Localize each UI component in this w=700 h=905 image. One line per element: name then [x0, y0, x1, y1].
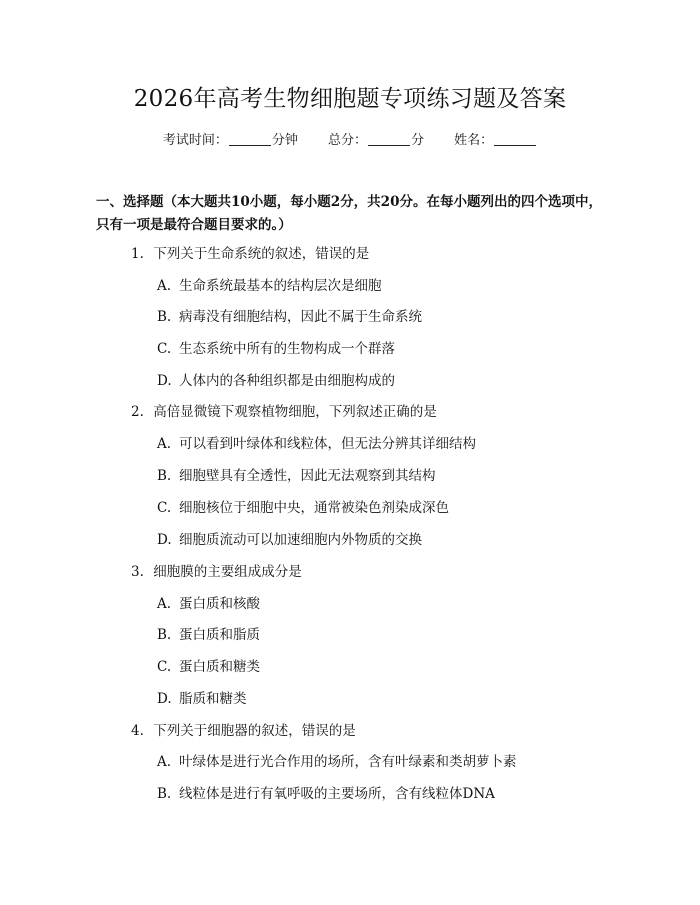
exam-time-unit: 分钟 — [271, 133, 298, 148]
option-text: 蛋白质和糖类 — [179, 659, 260, 675]
option-text: 蛋白质和核酸 — [179, 596, 260, 612]
question-number: 1. — [131, 246, 144, 262]
option-letter: C. — [157, 341, 172, 357]
option-text: 可以看到叶绿体和线粒体，但无法分辨其详细结构 — [179, 436, 476, 452]
exam-time-blank — [229, 133, 271, 146]
total-score-label: 总分： — [327, 133, 367, 148]
question-stem — [131, 721, 356, 741]
student-name-field — [454, 132, 537, 150]
option-letter: D. — [157, 373, 172, 389]
question-stem — [131, 402, 437, 422]
answer-option — [157, 752, 517, 772]
section-description: （本大题共10小题，每小题2分，共20分。在每小题列出的四个选项中，只有一项是最符合题目要求的。） — [96, 194, 602, 233]
answer-option — [157, 784, 495, 804]
student-name-blank — [494, 133, 536, 146]
answer-option — [157, 657, 260, 677]
option-letter: B. — [157, 627, 172, 643]
answer-option — [157, 530, 422, 550]
option-text: 生命系统最基本的结构层次是细胞 — [179, 278, 382, 294]
total-score-field — [328, 132, 424, 150]
question-text: 下列关于细胞器的叙述，错误的是 — [153, 723, 356, 739]
option-letter: C. — [157, 500, 172, 516]
answer-option — [157, 276, 382, 296]
option-text: 细胞核位于细胞中央，通常被染色剂染成深色 — [179, 500, 449, 516]
question-text: 细胞膜的主要组成成分是 — [153, 564, 302, 580]
option-letter: D. — [157, 691, 172, 707]
option-letter: B. — [157, 468, 172, 484]
exam-time-label: 考试时间： — [162, 133, 228, 148]
question-number: 2. — [131, 404, 144, 420]
answer-option — [157, 339, 395, 359]
option-letter: A. — [157, 596, 172, 612]
option-letter: D. — [157, 532, 172, 548]
option-letter: A. — [157, 436, 172, 452]
option-text: 细胞壁具有全透性，因此无法观察到其结构 — [179, 468, 436, 484]
question-stem — [131, 562, 302, 582]
question-text: 高倍显微镜下观察植物细胞，下列叙述正确的是 — [153, 404, 437, 420]
answer-option — [157, 434, 476, 454]
section-title: 一、选择题 — [96, 194, 164, 210]
total-score-unit: 分 — [411, 133, 425, 148]
option-text: 人体内的各种组织都是由细胞构成的 — [179, 373, 395, 389]
option-text: 线粒体是进行有氧呼吸的主要场所，含有线粒体DNA — [179, 786, 495, 802]
exam-time-field — [163, 132, 298, 150]
question-text: 下列关于生命系统的叙述，错误的是 — [153, 246, 370, 262]
answer-option — [157, 466, 436, 486]
student-name-label: 姓名： — [454, 133, 494, 148]
option-letter: A. — [157, 754, 172, 770]
option-text: 叶绿体是进行光合作用的场所，含有叶绿素和类胡萝卜素 — [179, 754, 517, 770]
answer-option — [157, 625, 260, 645]
option-text: 脂质和糖类 — [179, 691, 247, 707]
answer-option — [157, 498, 449, 518]
option-letter: B. — [157, 309, 172, 325]
question-stem — [131, 244, 369, 264]
answer-option — [157, 689, 247, 709]
option-letter: C. — [157, 659, 172, 675]
section-heading — [96, 191, 604, 237]
question-number: 4. — [131, 723, 144, 739]
answer-option — [157, 371, 395, 391]
option-text: 生态系统中所有的生物构成一个群落 — [179, 341, 395, 357]
question-number: 3. — [131, 564, 144, 580]
option-letter: B. — [157, 786, 172, 802]
answer-option — [157, 307, 422, 327]
option-text: 病毒没有细胞结构，因此不属于生命系统 — [179, 309, 422, 325]
exam-info-line — [0, 132, 700, 150]
page-title: 2026年高考生物细胞题专项练习题及答案 — [133, 86, 567, 112]
total-score-blank — [368, 133, 410, 146]
option-letter: A. — [157, 278, 172, 294]
answer-option — [157, 594, 260, 614]
option-text: 蛋白质和脂质 — [179, 627, 260, 643]
option-text: 细胞质流动可以加速细胞内外物质的交换 — [179, 532, 422, 548]
